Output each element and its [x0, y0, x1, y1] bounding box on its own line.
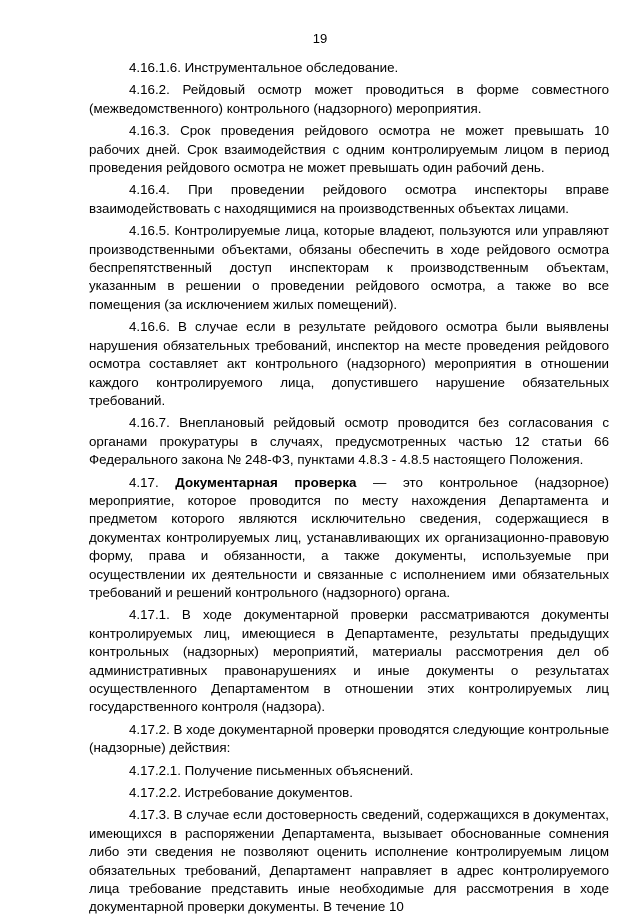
page-number: 19: [312, 31, 328, 46]
paragraph-4-17-1: 4.17.1. В ходе документарной проверки рассматриваются документы контролируемых лиц, имеющиеся в Департаменте, результаты предыдущих контрольных (надзорных) мероприятий, материалы рассмотрения дел об административных правонарушениях и иные документы о результатах осуществленного Департаментом в отношении этих контролируемых лиц государственного контроля (надзора).: [89, 607, 609, 715]
paragraph-4-16-6: 4.16.6. В случае если в результате рейдового осмотра были выявлены нарушения обязательных требований, инспектор на месте проведения рейдового осмотра составляет акт контрольного (надзорного) мероприятия в отношении каждого контролируемого лица, допустившего нарушение обязательных требований.: [89, 319, 609, 408]
paragraph-4-17-2-2: 4.17.2.2. Истребование документов.: [129, 785, 353, 801]
paragraph-4-17-2: 4.17.2. В ходе документарной проверки проводятся следующие контрольные (надзорные) действия:: [89, 721, 609, 756]
paragraph-4-17-3: 4.17.3. В случае если достоверность сведений, содержащихся в документах, имеющихся в распоряжении Департамента, вызывает обоснованные сомнения либо эти сведения не позволяют оценить исполнение контролируемым лицом обязательных требований, Департамент направляет в адрес контролируемого лица требование представить иные необходимые для рассмотрения в ходе документарной проверки документы. В течение 10: [89, 807, 609, 915]
paragraph-4-16-1-6: 4.16.1.6. Инструментальное обследование.: [129, 60, 399, 75]
paragraph-4-16-5: 4.16.5. Контролируемые лица, которые владеют, пользуются или управляют производственными объектами, обязаны обеспечить в ходе рейдового осмотра беспрепятственный доступ инспекторам к производственным объектам, указанным в решении о проведении рейдового осмотра, а также во все помещения (за исключением жилых помещений).: [89, 223, 609, 312]
paragraph-4-17: [89, 474, 609, 603]
paragraph-4-16-7: 4.16.7. Внеплановый рейдовый осмотр проводится без согласования с органами прокуратуры в случаях, предусмотренных частью 12 статьи 66 Федерального закона № 248-ФЗ, пунктами 4.8.3 - 4.8.5 настоящего Положения.: [89, 415, 609, 468]
paragraph-4-17-definition: — это контрольное (надзорное) мероприятие, которое проводится по месту нахождения Департамента и предметом которого являются исключительно сведения, содержащиеся в документах контролируемых лиц, устанавливающих их организационно-правовую форму, права и обязанности, а также документы, используемые при осуществлении их деятельности и связанные с исполнением ими обязательных требований и решений контрольного (надзорного) органа.: [89, 474, 609, 600]
paragraph-4-16-3: 4.16.3. Срок проведения рейдового осмотра не может превышать 10 рабочих дней. Срок взаимодействия с одним контролируемым лицом в период проведения рейдового осмотра не может превышать один рабочий день.: [89, 123, 609, 176]
paragraph-4-16-2: 4.16.2. Рейдовый осмотр может проводиться в форме совместного (межведомственного) контрольного (надзорного) мероприятия.: [89, 82, 609, 116]
document-body: [89, 59, 609, 921]
term-documentary-inspection: Документарная проверка: [175, 474, 357, 490]
paragraph-4-16-4: 4.16.4. При проведении рейдового осмотра инспекторы вправе взаимодействовать с находящимися на производственных объектах лицами.: [89, 182, 609, 216]
paragraph-4-17-2-1: 4.17.2.1. Получение письменных объяснений.: [129, 762, 414, 778]
paragraph-4-17-number: 4.17.: [129, 474, 176, 490]
